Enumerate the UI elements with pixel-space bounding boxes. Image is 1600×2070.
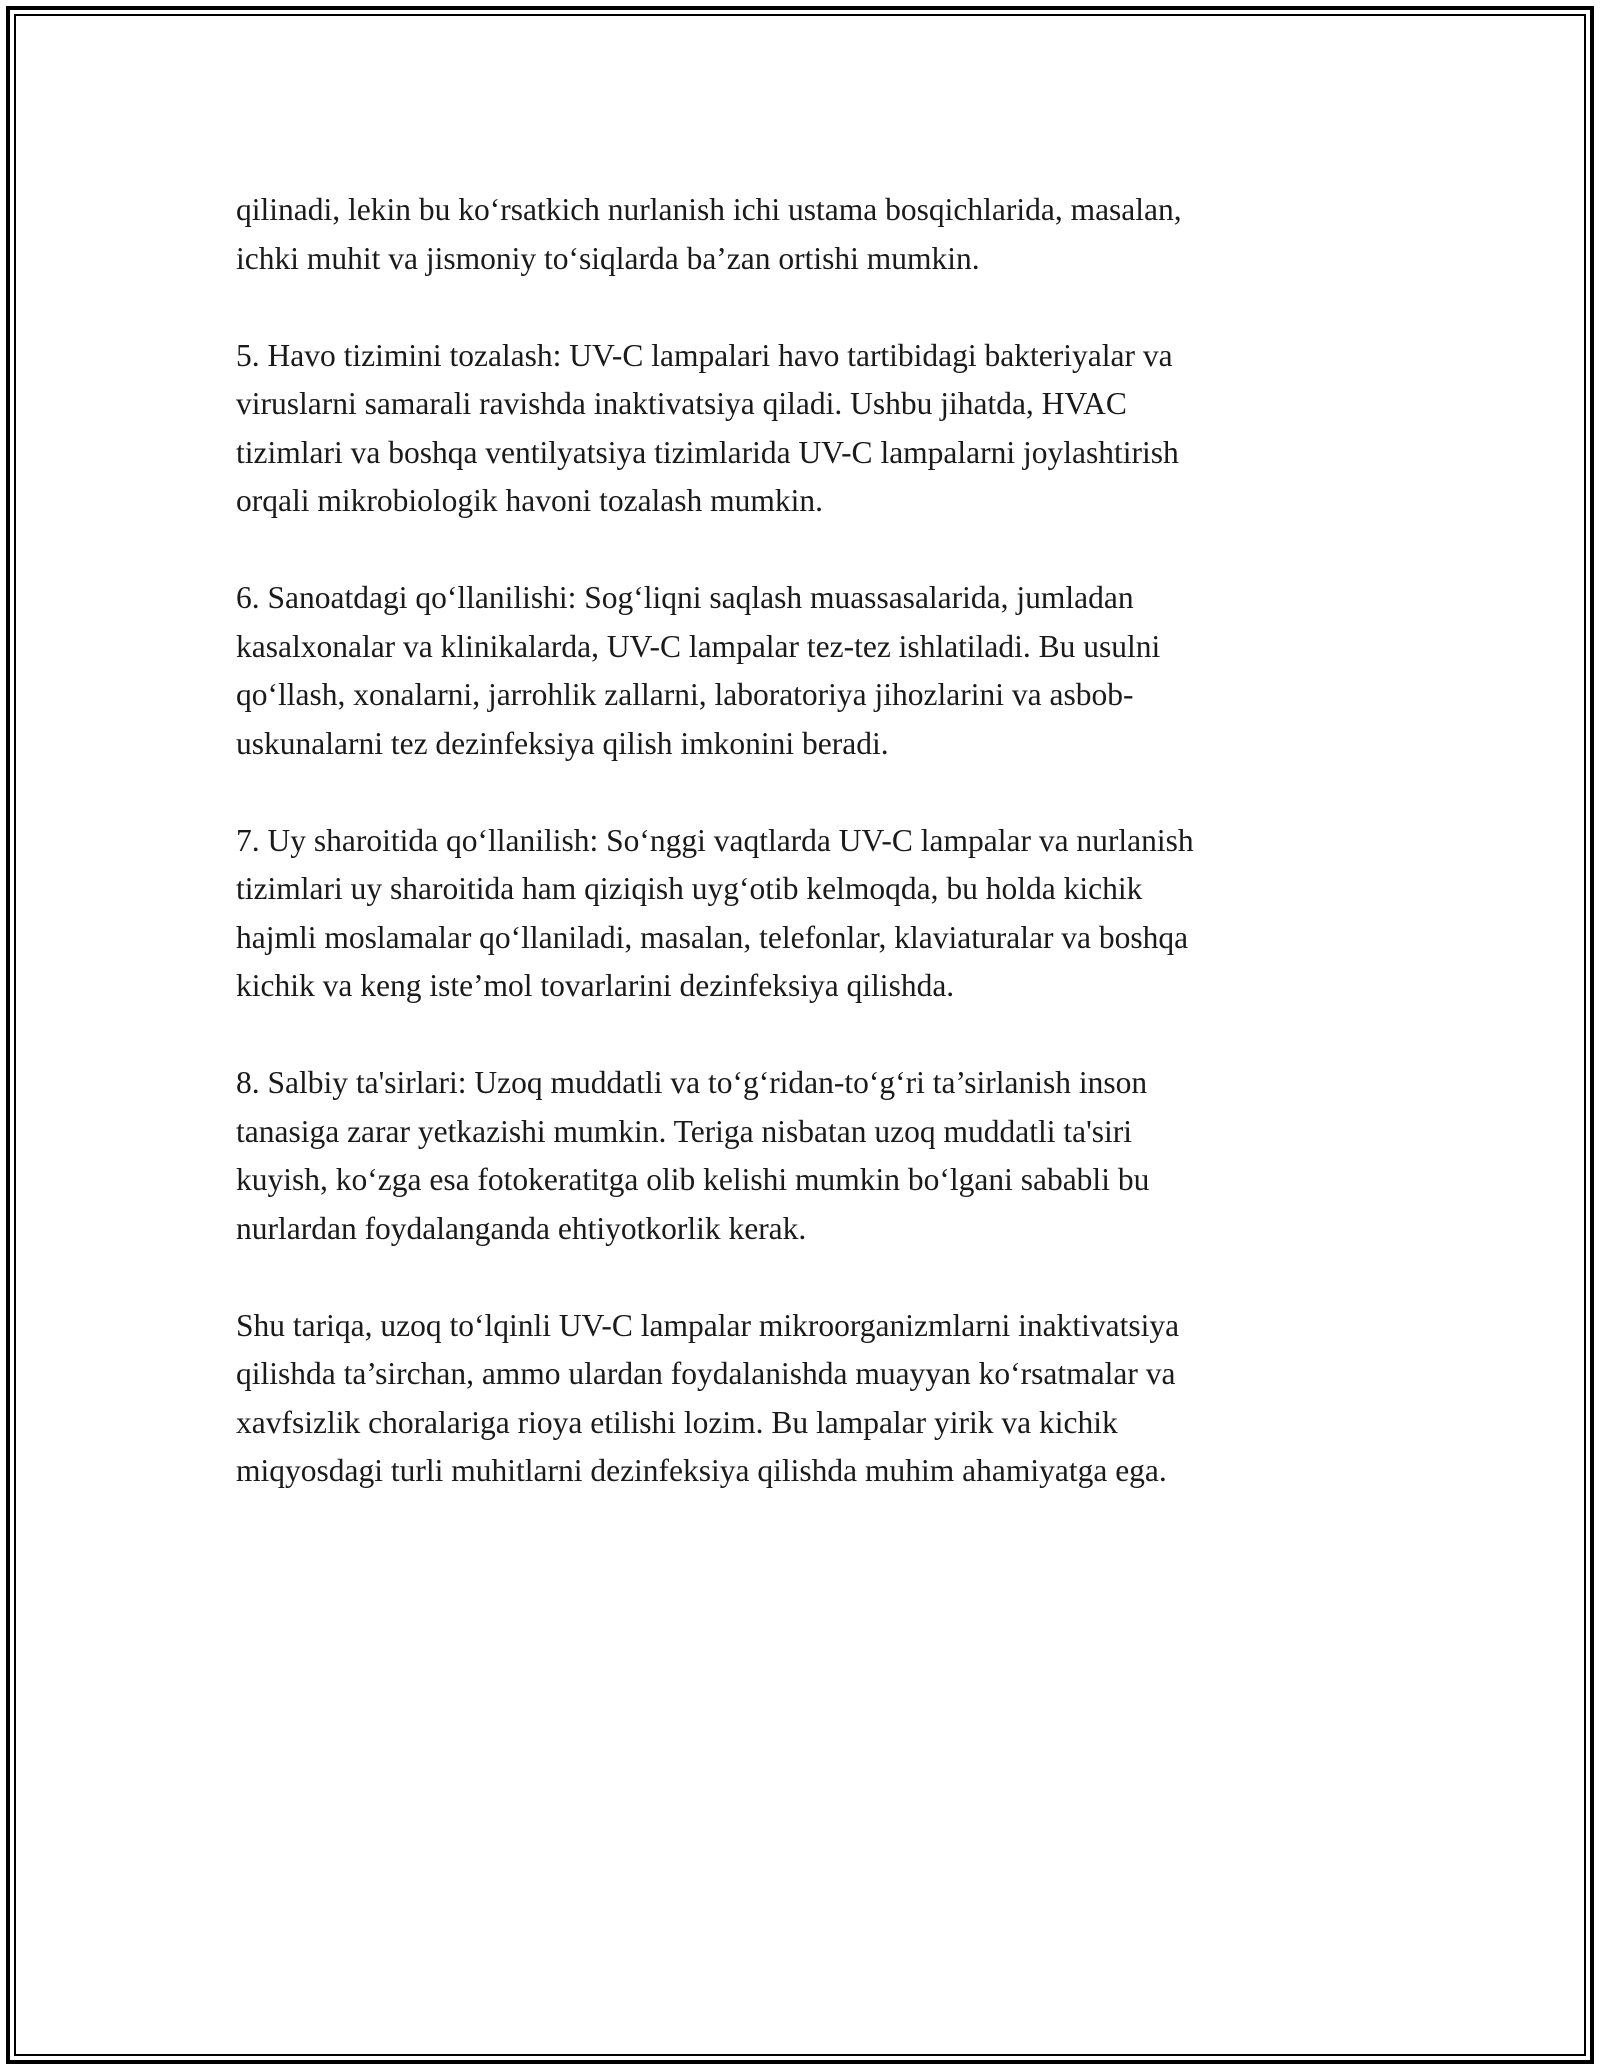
paragraph-air-purification: 5. Havo tizimini tozalash: UV-C lampalari havo tartibidagi bakteriyalar va viruslarni samarali ravishda inaktivatsiya qiladi. Ushbu jihatda, HVAC tizimlari va boshqa ventilyatsiya tizimlarida UV-C lampalarni joylashtirish orqali mikrobiologik havoni tozalash mumkin. <box>236 337 1179 518</box>
paragraph-home-use: 7. Uy sharoitida qo‘llanilish: So‘nggi vaqtlarda UV-C lampalar va nurlanish tizimlari uy sharoitida ham qiziqish uyg‘otib kelmoqda, bu holda kichik hajmli moslamalar qo‘llaniladi, masalan, telefonlar, klaviaturalar va boshqa kichik va keng iste’mol tovarlarini dezinfeksiya qilishda. <box>236 822 1194 1003</box>
paragraph-conclusion: Shu tariqa, uzoq to‘lqinli UV-C lampalar mikroorganizmlarni inaktivatsiya qilishda ta’sirchan, ammo ulardan foydalanishda muayyan ko‘rsatmalar va xavfsizlik choralariga rioya etilishi lozim. Bu lampalar yirik va kichik miqyosdagi turli muhitlarni dezinfeksiya qilishda muhim ahamiyatga ega. <box>236 1307 1180 1488</box>
paragraph-industrial-use: 6. Sanoatdagi qo‘llanilishi: Sog‘liqni saqlash muassasalarida, jumladan kasalxonalar va klinikalarda, UV-C lampalar tez-tez ishlatiladi. Bu usulni qo‘llash, xonalarni, jarrohlik zallarni, laboratoriya jihozlarini va asbob- uskunalarni tez dezinfeksiya qilish imkonini beradi. <box>236 580 1161 761</box>
paragraph-continuation: qilinadi, lekin bu ko‘rsatkich nurlanish ichi ustama bosqichlarida, masalan, ichki muhit va jismoniy to‘siqlarda ba’zan ortishi mumkin. <box>236 192 1182 276</box>
document-body <box>236 186 1386 1544</box>
paragraph-negative-effects: 8. Salbiy ta'sirlari: Uzoq muddatli va to‘g‘ridan-to‘g‘ri ta’sirlanish inson tanasiga zarar yetkazishi mumkin. Teriga nisbatan uzoq muddatli ta'siri kuyish, ko‘zga esa fotokeratitga olib kelishi mumkin bo‘lgani sababli bu nurlardan foydalanganda ehtiyotkorlik kerak. <box>236 1065 1150 1246</box>
